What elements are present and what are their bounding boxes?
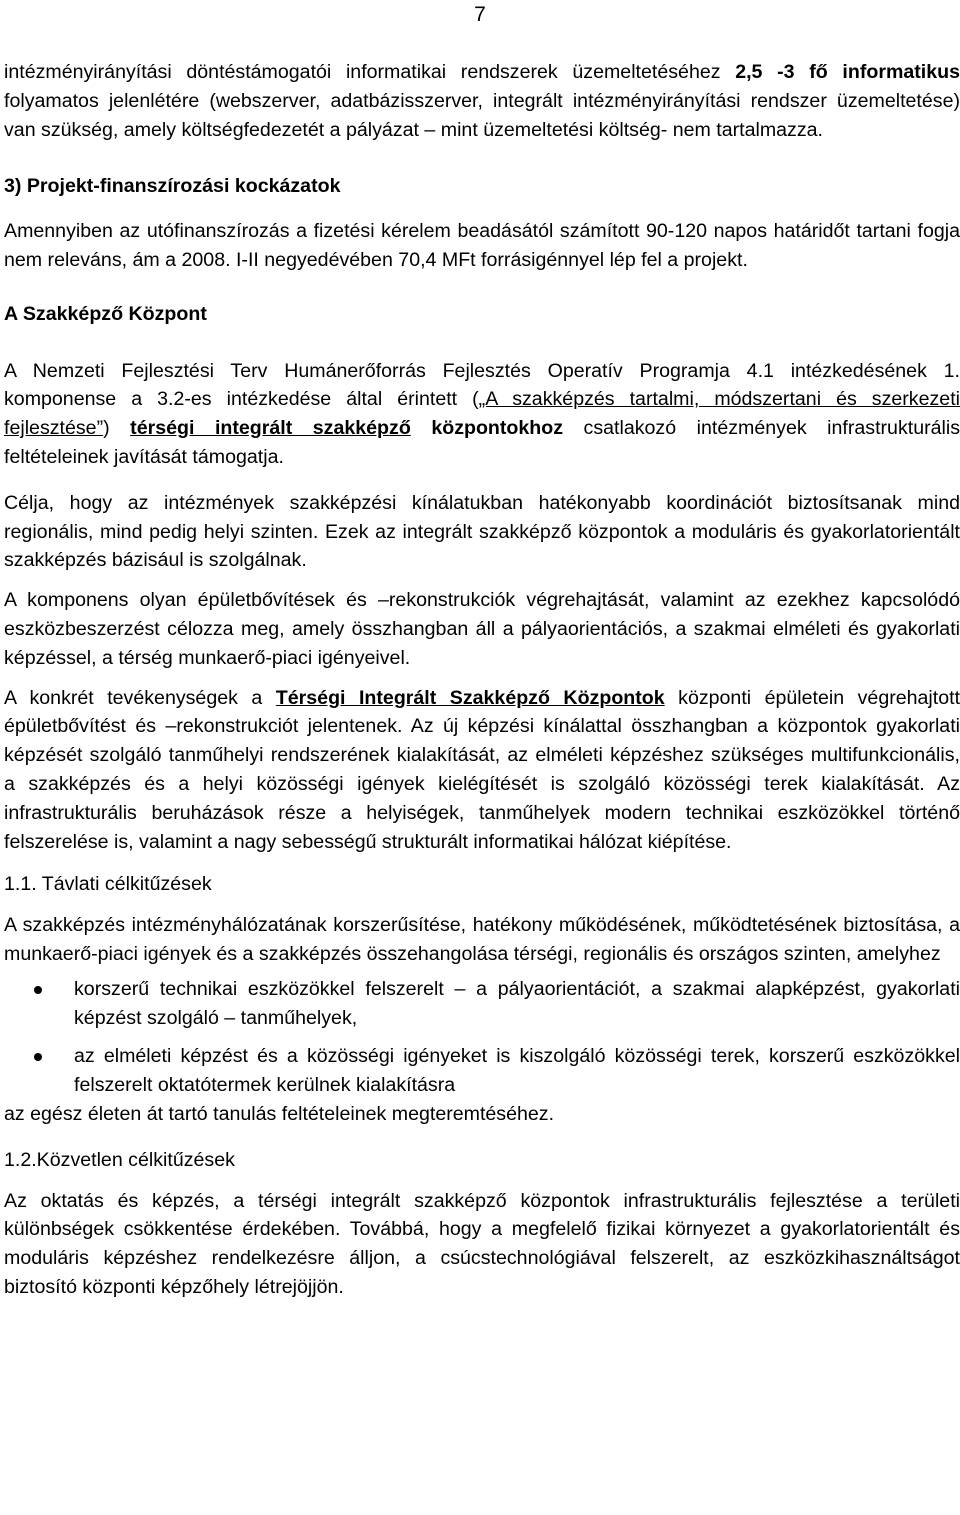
paragraph-it-staffing <box>4 58 960 144</box>
list-item <box>4 1042 960 1100</box>
text-span: csatlakozó intézmények infrastrukturális feltételeinek javítását támogatja. <box>4 417 960 468</box>
bullet-icon <box>34 1053 42 1061</box>
paragraph-goal: Célja, hogy az intézmények szakképzési kínálatukban hatékonyabb koordinációt biztosítsanak mind regionális, mind pedig helyi szinten. Ezek az integrált szakképző központok a moduláris és gyakorlatorientált szakképzés bázisául is szolgálnak. <box>4 491 960 572</box>
page-content <box>4 58 960 1302</box>
list-item <box>4 975 960 1033</box>
bold-underlined-span: térségi integrált szakképző <box>130 417 411 440</box>
heading-financing-risks: 3) Projekt-finanszírozási kockázatok <box>4 175 341 198</box>
text-span: központi épületein végrehajtott épületbővítést és –rekonstrukciót jelentenek. Az új képzési kínálattal összhangban a központok gyakorlati képzését szolgáló tanműhelyi rendszerének kialakítását, az elméleti képzéshez szükséges multifunkcionális, a szakképzés és a helyi közösségi igények kielégítését is szolgáló közösségi terek kialakítását. Az infrastrukturális beruházások része a helyiségek, tanműhelyek modern technikai eszközökkel történő felszerelése is, valamint a nagy sebességű strukturált informatikai hálózat kiépítése. <box>4 686 960 853</box>
list-item-text: az elméleti képzést és a közösségi igényeket is kiszolgáló közösségi terek, korszerű eszközökkel felszerelt oktatótermek kerülnek kialakításra <box>74 1045 960 1097</box>
paragraph-activities <box>4 684 960 857</box>
paragraph-component: A komponens olyan épületbővítések és –rekonstrukciók végrehajtását, valamint az ezekhez kapcsolódó eszközbeszerzést célozza meg, amely összhangban áll a pályaorientációs, a szakmai elméleti és gyakorlati képzéssel, a térség munkaerő-piaci igényeivel. <box>4 589 960 669</box>
bold-span: 2,5 -3 fő informatikus <box>735 61 960 83</box>
text-span <box>411 417 432 439</box>
text-span: intézményirányítási döntéstámogatói informatikai rendszerek üzemeltetéséhez <box>4 61 736 83</box>
paragraph-financing-risks: Amennyiben az utófinanszírozás a fizetési kérelem beadásától számított 90-120 napos határidőt tartani fogja nem releváns, ám a 2008. I-II negyedévében 70,4 MFt forrásigénnyel lép fel a projekt. <box>4 220 960 271</box>
heading-long-term-goals: 1.1. Távlati célkitűzések <box>4 873 212 896</box>
heading-direct-goals: 1.2.Közvetlen célkitűzések <box>4 1148 235 1171</box>
underlined-span: „A szakképzés tartalmi, módszertani és szerkezeti fejlesztése” <box>4 388 960 440</box>
paragraph-lifelong-learning: az egész életen át tartó tanulás feltételeinek megteremtéséhez. <box>4 1102 555 1125</box>
list-item-text: korszerű technikai eszközökkel felszerelt – a pályaorientációt, a szakmai alapképzést, gyakorlati képzést szolgáló – tanműhelyek, <box>74 977 960 1029</box>
paragraph-nft-program <box>4 357 960 472</box>
heading-training-center: A Szakképző Központ <box>4 302 207 325</box>
text-span: folyamatos jelenlétére (webszerver, adatbázisszerver, integrált intézményirányítási rendszer üzemeltetése) van szükség, amely költségfedezetét a pályázat – mint üzemeltetési költség- nem tartalmazza. <box>4 89 960 141</box>
bold-underlined-span: Térségi Integrált Szakképző Központok <box>275 686 665 709</box>
page-number: 7 <box>474 3 486 26</box>
text-span: A konkrét tevékenységek a <box>4 686 276 709</box>
goals-bullet-list <box>4 975 960 1100</box>
bullet-icon <box>34 986 42 994</box>
paragraph-direct-goals: Az oktatás és képzés, a térségi integrált szakképző központok infrastrukturális fejlesztése a területi különbségek csökkentése érdekében. Továbbá, hogy a megfelelő fizikai környezet a gyakorlatorientált és moduláris képzéshez rendelkezésre álljon, a csúcstechnológiával felszerelt, az eszközkihasználtságot biztosító központi képzőhely létrejöjjön. <box>4 1189 960 1298</box>
text-span: ) <box>103 417 131 440</box>
text-span: A Nemzeti Fejlesztési Terv Humánerőforrás Fejlesztés Operatív Programja 4.1 intézkedésének 1. komponense a 3.2-es intézkedése által érintett ( <box>4 359 960 411</box>
bold-span: központokhoz <box>431 417 564 440</box>
paragraph-long-term-goals: A szakképzés intézményhálózatának korszerűsítése, hatékony működésének, működtetésének biztosítása, a munkaerő-piaci igények és a szakképzés összehangolása térségi, regionális és országos szinten, amelyhez <box>4 914 960 965</box>
